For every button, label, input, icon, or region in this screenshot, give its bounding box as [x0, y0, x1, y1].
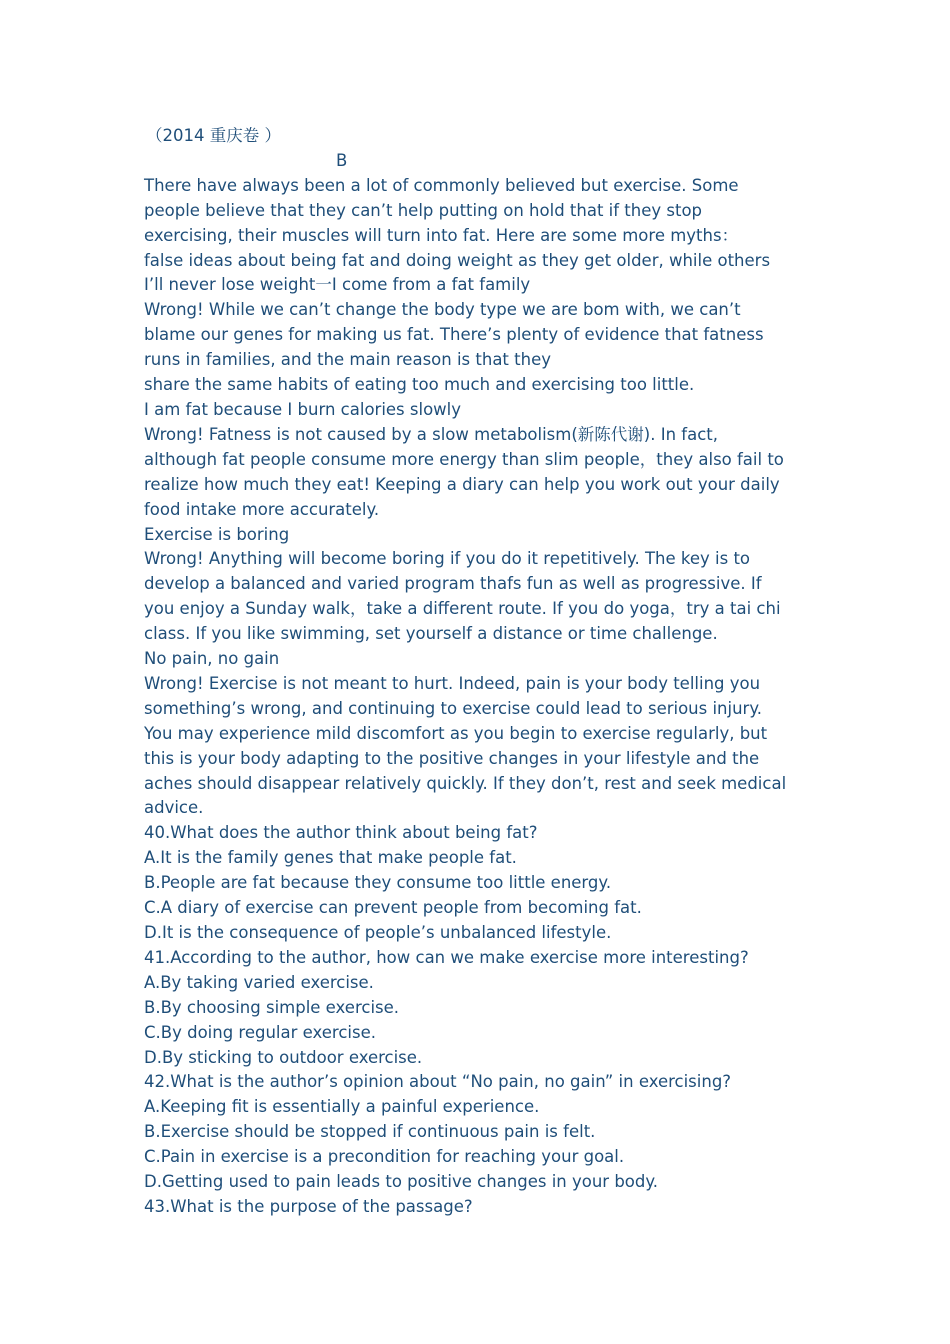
passage-line: Wrong! While we can’t change the body type we are bom with, we can’t [144, 300, 741, 320]
myth-heading: Exercise is boring [144, 524, 290, 544]
passage-line: food intake more accurately. [144, 499, 380, 519]
answer-option: B.By choosing simple exercise. [144, 997, 400, 1017]
answer-option: C.By doing regular exercise. [144, 1022, 376, 1042]
myth-heading: No pain, no gain [144, 649, 280, 669]
passage-line: realize how much they eat! Keeping a diary can help you work out your daily [144, 474, 780, 494]
answer-option: C.Pain in exercise is a precondition for reaching your goal. [144, 1147, 625, 1167]
section-letter: B [336, 150, 348, 170]
exam-source-header: （2014 重庆卷 ） [146, 126, 281, 145]
passage-line: people believe that they can’t help putting on hold that if they stop [144, 200, 703, 220]
passage-line: advice. [144, 798, 204, 818]
question-stem: 43.What is the purpose of the passage? [144, 1196, 473, 1216]
passage-line: Wrong! Anything will become boring if you do it repetitively. The key is to [144, 549, 751, 569]
passage-line: share the same habits of eating too much and exercising too little. [144, 375, 695, 395]
passage-line: class. If you like swimming, set yourself a distance or time challenge. [144, 624, 718, 644]
passage-line: although fat people consume more energy than slim people，they also fail to [144, 449, 784, 469]
passage-body [144, 174, 834, 822]
answer-option: B.Exercise should be stopped if continuous pain is felt. [144, 1122, 596, 1142]
passage-line: develop a balanced and varied program thafs fun as well as progressive. If [144, 574, 762, 594]
passage-line: runs in families, and the main reason is that they [144, 350, 551, 370]
passage-line: Wrong! Exercise is not meant to hurt. Indeed, pain is your body telling you [144, 673, 761, 693]
passage-line: Wrong! Fatness is not caused by a slow metabolism(新陈代谢). In fact, [144, 424, 718, 444]
passage-line: you enjoy a Sunday walk，take a different route. If you do yoga，try a tai chi [144, 599, 781, 619]
passage-line: You may experience mild discomfort as you begin to exercise regularly, but [144, 723, 768, 743]
answer-option: A.By taking varied exercise. [144, 972, 374, 992]
passage-line: blame our genes for making us fat. There’s plenty of evidence that fatness [144, 325, 764, 345]
passage-line: false ideas about being fat and doing weight as they get older, while others [144, 250, 771, 270]
passage-line: There have always been a lot of commonly believed but exercise. Some [144, 175, 739, 195]
answer-option: D.It is the consequence of people’s unbalanced lifestyle. [144, 923, 612, 942]
passage-line: something’s wrong, and continuing to exercise could lead to serious injury. [144, 698, 763, 718]
answer-option: D.By sticking to outdoor exercise. [144, 1047, 423, 1067]
document-page [144, 124, 834, 1220]
passage-line: exercising, their muscles will turn into fat. Here are some more myths： [144, 225, 739, 245]
answer-option: D.Getting used to pain leads to positive changes in your body. [144, 1172, 659, 1192]
answer-option: C.A diary of exercise can prevent people from becoming fat. [144, 898, 642, 918]
myth-heading: I’ll never lose weight一I come from a fat family [144, 275, 531, 295]
passage-line: aches should disappear relatively quickly. If they don’t, rest and seek medical [144, 773, 787, 793]
questions-block [144, 821, 834, 1220]
answer-option: B.People are fat because they consume too little energy. [144, 873, 612, 893]
question-stem: 41.According to the author, how can we make exercise more interesting? [144, 947, 749, 967]
answer-option: A.Keeping fit is essentially a painful experience. [144, 1097, 540, 1117]
answer-option: A.It is the family genes that make people fat. [144, 848, 517, 868]
myth-heading: I am fat because I burn calories slowly [144, 399, 462, 419]
passage-line: this is your body adapting to the positive changes in your lifestyle and the [144, 748, 760, 768]
question-stem: 40.What does the author think about being fat? [144, 823, 538, 843]
question-stem: 42.What is the author’s opinion about “No pain, no gain” in exercising? [144, 1072, 732, 1092]
